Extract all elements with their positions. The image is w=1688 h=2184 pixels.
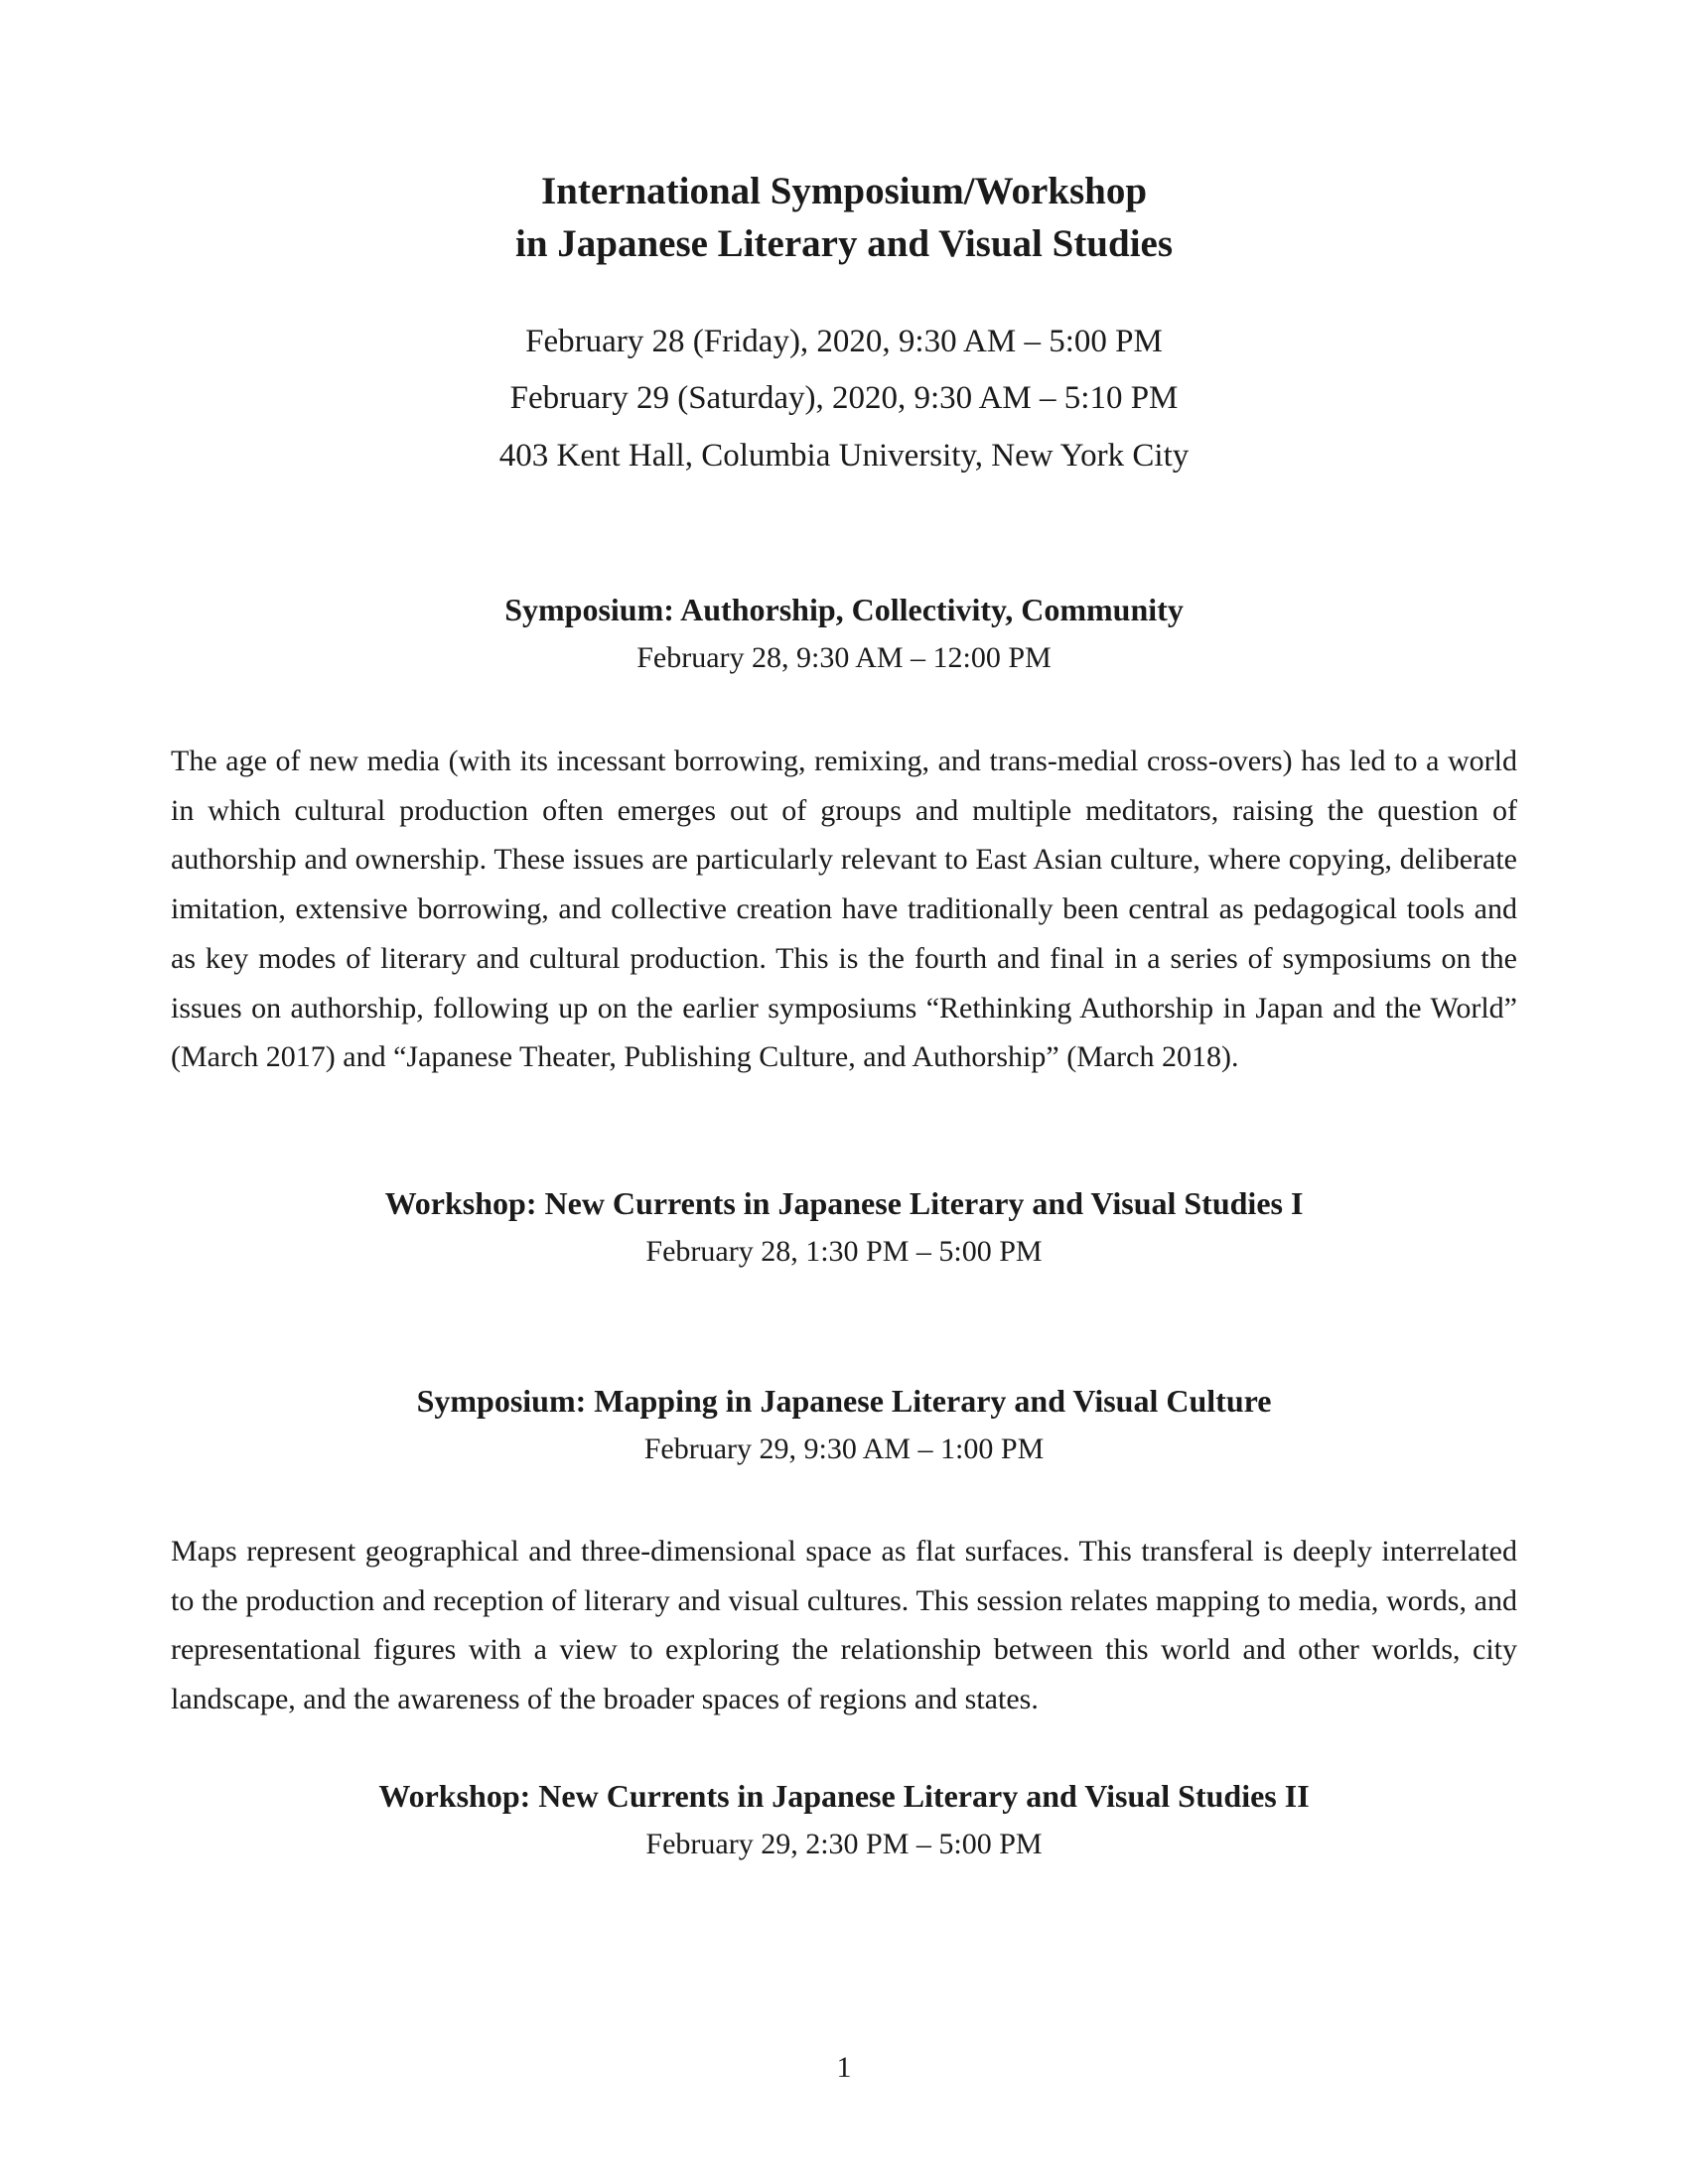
session-heading-workshop-1: Workshop: New Currents in Japanese Literary and Visual Studies I [384,1185,1304,1221]
event-location: 403 Kent Hall, Columbia University, New York City [498,438,1190,474]
title-line-2: in Japanese Literary and Visual Studies [514,222,1174,265]
session-heading-workshop-2: Workshop: New Currents in Japanese Literary and Visual Studies II [378,1778,1310,1814]
session-time-workshop-2: February 29, 2:30 PM – 5:00 PM [645,1828,1043,1860]
event-date-day-2: February 29 (Saturday), 2020, 9:30 AM – 5:10 PM [509,380,1179,416]
session-time-workshop-1: February 28, 1:30 PM – 5:00 PM [645,1235,1043,1268]
document-title [0,165,1688,270]
session-heading-authorship: Symposium: Authorship, Collectivity, Community [504,592,1184,627]
event-date-day-1: February 28 (Friday), 2020, 9:30 AM – 5:00 PM [525,324,1163,359]
session-heading-mapping: Symposium: Mapping in Japanese Literary and Visual Culture [416,1383,1272,1419]
title-line-1: International Symposium/Workshop [540,170,1148,212]
session-description-authorship: The age of new media (with its incessant borrowing, remixing, and trans-medial cross-overs) has led to a world in which cultural production often emerges out of groups and multiple meditators, raising the question of authorship and ownership. These issues are particularly relevant to East Asian culture, where copying, deliberate imitation, extensive borrowing, and collective creation have traditionally been central as pedagogical tools and as key modes of literary and cultural production. This is the fourth and final in a series of symposiums on the issues on authorship, following up on the earlier symposiums “Rethinking Authorship in Japan and the World” (March 2017) and “Japanese Theater, Publishing Culture, and Authorship” (March 2018). [171,745,1517,1074]
session-time-mapping: February 29, 9:30 AM – 1:00 PM [643,1433,1045,1465]
page-number: 1 [836,2051,852,2084]
session-time-authorship: February 28, 9:30 AM – 12:00 PM [636,641,1052,674]
session-description-mapping: Maps represent geographical and three-dimensional space as flat surfaces. This transferal is deeply interrelated to the production and reception of literary and visual cultures. This session relates mapping to media, words, and representational figures with a view to exploring the relationship between this world and other worlds, city landscape, and the awareness of the broader spaces of regions and states. [171,1535,1517,1716]
